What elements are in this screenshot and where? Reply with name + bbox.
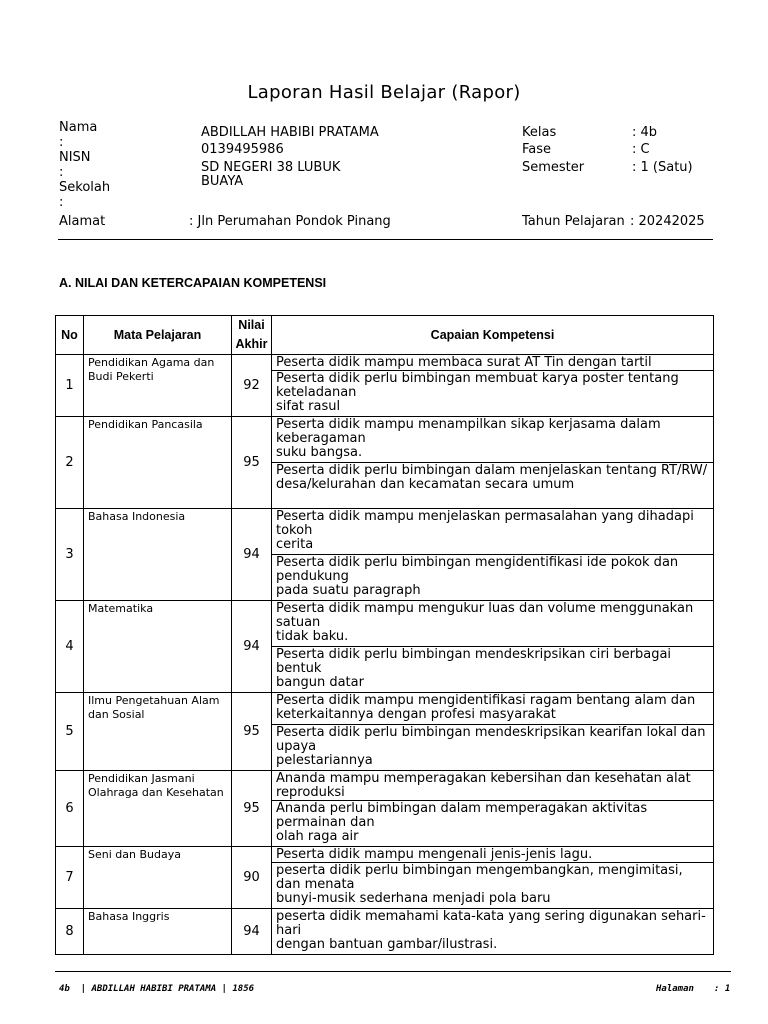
final-score: 95 — [232, 417, 272, 509]
competency-text: cerita — [276, 537, 314, 552]
header-no: No — [56, 316, 84, 355]
competency-achieved — [272, 771, 714, 801]
student-school-line1: SD NEGERI 38 LUBUK — [201, 160, 341, 175]
competency-needs-guidance — [272, 647, 714, 693]
table-header-row — [56, 316, 714, 355]
student-school-line2: BUAYA — [201, 174, 244, 189]
header-score-line1: Nilai — [238, 318, 265, 332]
final-score: 94 — [232, 601, 272, 693]
table-row — [56, 509, 714, 555]
competency-text: sifat rasul — [276, 399, 341, 414]
competency-text: Peserta didik mampu mengukur luas dan volume menggunakan satuan — [276, 601, 694, 630]
address-label: Alamat — [59, 214, 106, 229]
row-number: 1 — [56, 355, 84, 417]
competency-achieved — [272, 847, 714, 863]
competency-text: Peserta didik perlu bimbingan membuat karya poster tentang keteladanan — [276, 371, 679, 400]
competency-text: peserta didik memahami kata-kata yang sering digunakan sehari-hari — [276, 909, 706, 938]
competency-needs-guidance — [272, 463, 714, 509]
competency-text: bunyi-musik sederhana menjadi pola baru — [276, 891, 551, 906]
competency-text: tidak baku. — [276, 629, 349, 644]
competency-needs-guidance — [272, 801, 714, 847]
table-row — [56, 693, 714, 725]
competency-text: Peserta didik perlu bimbingan mengidentifikasi ide pokok dan pendukung — [276, 555, 679, 584]
competency-text: Peserta didik perlu bimbingan dalam menjelaskan tentang RT/RW/ — [276, 463, 708, 478]
competency-text: peserta didik perlu bimbingan mengembangkan, mengimitasi, dan menata — [276, 863, 683, 892]
student-labels: Nama : NISN : Sekolah : — [59, 120, 111, 210]
table-row — [56, 909, 714, 955]
row-number: 8 — [56, 909, 84, 955]
school-year-value: : 20242025 — [630, 214, 705, 229]
competency-achieved — [272, 601, 714, 647]
competency-text: Peserta didik mampu menampilkan sikap kerjasama dalam keberagaman — [276, 417, 661, 446]
subject-name: Pendidikan Agama dan Budi Pekerti — [84, 355, 232, 417]
final-score: 90 — [232, 847, 272, 909]
subject-name: Seni dan Budaya — [84, 847, 232, 909]
phase-label: Fase — [522, 142, 552, 157]
table-row — [56, 847, 714, 863]
competency-text: dengan bantuan gambar/ilustrasi. — [276, 937, 498, 952]
competency-text: Peserta didik mampu membaca surat AT Tin dengan tartil — [276, 355, 652, 370]
competency-text: bangun datar — [276, 675, 364, 690]
table-row — [56, 355, 714, 371]
row-number: 6 — [56, 771, 84, 847]
semester-label: Semester — [522, 160, 585, 175]
subject-name: Matematika — [84, 601, 232, 693]
header-competency: Capaian Kompetensi — [272, 316, 714, 355]
final-score: 94 — [232, 909, 272, 955]
competency-text: suku bangsa. — [276, 445, 363, 460]
competency-text: Ananda perlu bimbingan dalam memperagakan aktivitas permainan dan — [276, 801, 648, 830]
footer-page-value: : 1 — [714, 984, 731, 994]
final-score: 94 — [232, 509, 272, 601]
address-value: : Jln Perumahan Pondok Pinang — [189, 214, 391, 229]
competency-text: pelestariannya — [276, 753, 373, 768]
header-subject: Mata Pelajaran — [84, 316, 232, 355]
competency-text: olah raga air — [276, 829, 359, 844]
subject-name: Ilmu Pengetahuan Alam dan Sosial — [84, 693, 232, 771]
phase-value: : C — [632, 142, 650, 157]
header-divider — [58, 239, 713, 240]
class-label: Kelas — [522, 125, 557, 140]
competency-needs-guidance — [272, 725, 714, 771]
footer-page-label: Halaman — [656, 984, 694, 994]
competency-text: keterkaitannya dengan profesi masyarakat — [276, 707, 556, 722]
subject-name: Bahasa Indonesia — [84, 509, 232, 601]
final-score: 95 — [232, 693, 272, 771]
competency-achieved — [272, 693, 714, 725]
competency-text: Peserta didik perlu bimbingan mendeskripsikan ciri berbagai bentuk — [276, 647, 672, 676]
grades-table — [55, 315, 714, 955]
student-nisn: 0139495986 — [201, 142, 284, 157]
table-row — [56, 417, 714, 463]
class-value: : 4b — [632, 125, 658, 140]
header-score — [232, 316, 272, 355]
subject-name: Pendidikan Pancasila — [84, 417, 232, 509]
competency-needs-guidance — [272, 371, 714, 417]
footer-left: 4b | ABDILLAH HABIBI PRATAMA | 1856 — [59, 984, 255, 994]
competency-needs-guidance — [272, 555, 714, 601]
page-title: Laporan Hasil Belajar (Rapor) — [247, 82, 521, 103]
competency-text: Peserta didik mampu mengenali jenis-jenis lagu. — [276, 847, 593, 862]
table-row — [56, 771, 714, 801]
row-number: 4 — [56, 601, 84, 693]
final-score: 95 — [232, 771, 272, 847]
subject-name: Bahasa Inggris — [84, 909, 232, 955]
subject-name: Pendidikan Jasmani Olahraga dan Kesehatan — [84, 771, 232, 847]
section-heading: A. NILAI DAN KETERCAPAIAN KOMPETENSI — [59, 276, 327, 290]
final-score: 92 — [232, 355, 272, 417]
competency-text: pada suatu paragraph — [276, 583, 421, 598]
row-number: 5 — [56, 693, 84, 771]
row-number: 7 — [56, 847, 84, 909]
competency-text: desa/kelurahan dan kecamatan secara umum — [276, 477, 575, 492]
competency-text: Peserta didik mampu mengidentifikasi ragam bentang alam dan — [276, 693, 696, 708]
row-number: 3 — [56, 509, 84, 601]
semester-value: : 1 (Satu) — [632, 160, 693, 175]
row-number: 2 — [56, 417, 84, 509]
student-name: ABDILLAH HABIBI PRATAMA — [201, 125, 379, 140]
competency-needs-guidance — [272, 863, 714, 909]
school-year-label: Tahun Pelajaran — [522, 214, 625, 229]
competency-achieved — [272, 909, 714, 955]
competency-achieved — [272, 509, 714, 555]
competency-text: Peserta didik mampu menjelaskan permasalahan yang dihadapi tokoh — [276, 509, 694, 538]
header-score-line2: Akhir — [235, 337, 268, 351]
competency-achieved — [272, 355, 714, 371]
competency-text: Peserta didik perlu bimbingan mendeskripsikan kearifan lokal dan upaya — [276, 725, 706, 754]
competency-text: Ananda mampu memperagakan kebersihan dan kesehatan alat reproduksi — [276, 771, 691, 800]
footer-divider — [55, 971, 731, 972]
competency-achieved — [272, 417, 714, 463]
table-row — [56, 601, 714, 647]
